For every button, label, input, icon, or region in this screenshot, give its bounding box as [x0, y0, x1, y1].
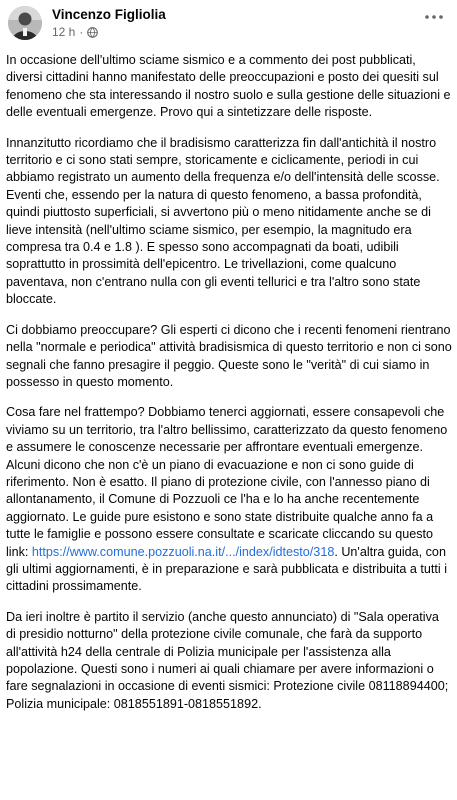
guide-link[interactable]: https://www.comune.pozzuoli.na.it/.../index/idtesto/318	[31, 544, 335, 559]
avatar-photo	[8, 6, 42, 40]
meta-separator: ·	[79, 25, 84, 39]
avatar[interactable]	[8, 6, 42, 40]
paragraph-bradisismo: Innanzitutto ricordiamo che il bradisismo caratterizza fin dall'antichità il nostro territorio e ci sono stati sempre, storicamente e ciclicamente, periodi in cui abbiamo registrato un aumento della frequenza e/o dell'intensità delle scosse. Eventi che, essendo per la natura di questo fenomeno, a bassa profondità, quindi piuttosto superficiali, si avvertono più o meno nitidamente anche se di lieve intensità (nell'ultimo sciame sismico, per esempio, la magnitudo era compresa tra 0.4 e 1.8 ). E spesso sono accompagnati da boati, udibili soprattutto in prossimità dell'epicentro. Le trivellazioni, come qualcuno paventava, non c'entrano nulla con gli eventi tellurici e tra l'altro sono state bloccate.	[6, 135, 440, 307]
post-meta	[52, 25, 98, 39]
globe-icon	[87, 27, 98, 38]
paragraph-preoccupazione: Ci dobbiamo preoccupare? Gli esperti ci dicono che i recenti fenomeni rientrano nella "normale e periodica" attività bradisismica di questo territorio e non ci sono segnali che fanno presagire il peggio. Queste sono le "verità" di cui siamo in possesso in questo momento.	[6, 322, 452, 389]
more-options-icon[interactable]	[423, 8, 445, 26]
paragraph-text: . Un'altra guida, con gli ultimi aggiornamenti, è in preparazione e sarà pubblicata e distribuita a tutti i cittadini prossimamente.	[6, 544, 448, 594]
post-timestamp[interactable]: 12 h	[52, 25, 76, 39]
paragraph-intro: In occasione dell'ultimo sciame sismico e a commento dei post pubblicati, diversi cittadini hanno manifestato delle preoccupazioni e posto dei quesiti sul fenomeno che sta interessando il nostro suolo e sulla gestione delle situazioni e delle eventuali emergenze. Provo qui a sintetizzare delle risposte.	[6, 53, 451, 120]
paragraph-text: Cosa fare nel frattempo? Dobbiamo tenerci aggiornati, essere consapevoli che viviamo su un territorio, tra l'altro bellissimo, caratterizzato da questo fenomeno e assumere le conoscenze necessarie per affrontare eventuali emergenze. Alcuni dicono che non c'è un piano di evacuazione e non ci sono guide di riferimento. Non è esatto. Il piano di protezione civile, con l'annesso piano di allontanamento, il Comune di Pozzuoli ce l'ha e lo ha anche recentemente aggiornato. Le guide pure esistono e sono state distribuite qualche anno fa a tutte le famiglie e possono essere consultate e scaricate cliccando su questo link:	[6, 405, 448, 559]
post-body	[6, 52, 452, 726]
paragraph-sala-operativa: Da ieri inoltre è partito il servizio (anche questo annunciato) di "Sala operativa di presidio notturno" della protezione civile comunale, che farà da supporto all'attività h24 della centrale di Polizia municipale per l'assistenza alla popolazione. Questi sono i numeri ai quali chiamare per avere informazioni o fare segnalazioni in occasione di eventi sismici: Protezione civile 08118894400; Polizia municipale: 0818551891-0818551892.	[6, 609, 449, 711]
post-header	[0, 0, 457, 44]
paragraph-cosa-fare	[6, 404, 452, 595]
author-name[interactable]: Vincenzo Figliolia	[52, 7, 166, 22]
